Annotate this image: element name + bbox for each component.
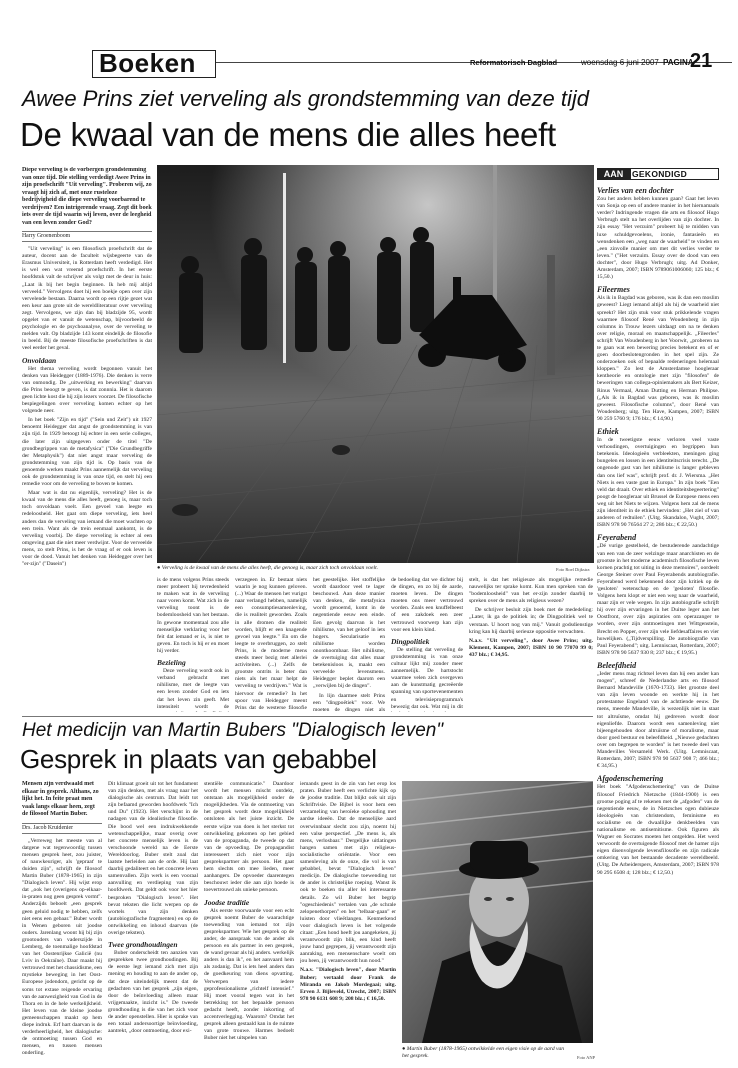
- article-separator: [22, 716, 593, 717]
- article1-paragraph: In het boek "Zijn en tijd" ("Sein und Zeit") uit 1927 benoemt Heidegger dat angst de grondstemming is van zijn tijd. In 1929 betoogt hij echter in een serie colleges, die later zijn uitgegeven onder de titel "De grondbegrippen van de metafysica" ("Die Grundbegriffe der Metaphysik") dat niet angst maar verveling de grondstemming van zijn tijd is. Op basis van de genoemde werken maakt Prins aannemelijk dat verveling ook de grondstemming is van onze tijd, en stelt hij een remedie voor om de verveling te boven te komen.: [22, 417, 152, 488]
- article2-byline: Drs. Jacob Kruidenier: [22, 823, 102, 834]
- article1-photo-caption: [157, 565, 517, 572]
- caption-text: Verveling is de kwaal van de mens die alles heeft, die genoeg is, maar zich toch onvoldaan voelt.: [161, 565, 379, 571]
- article1-column-5: [391, 577, 463, 712]
- sidebar-label-b: GEKONDIGD: [630, 168, 719, 180]
- article1-paragraph: Het thema verveling wordt begonnen vanuit het denken van Heidegger (1889-1976). Die denken is verre van onmondig. De „uitwerking en bewerking" daarvan die Prins beoogt te geven, is dat zonnnia. Het is daarom geen lichte kost die hij zijn lezers voorzet. De filosofische bespiegelingen over verveling komen echter op het volgende neer.: [22, 365, 152, 415]
- photo-portrait-buber: [402, 781, 593, 1043]
- article1-column-6: [469, 577, 593, 712]
- sidebar-item-title: Feyerabend: [597, 533, 637, 543]
- article1-paragraph: De schrijver besluit zijn boek met de mededeling: „Later, ik ga de politiek in; de Dingpolitiek wel te verstaan. U hoort nog van mij." Vanuit godsdienstige kring kan hij daarbij serieuze oppositie verwachten.: [469, 607, 593, 635]
- article1-subheading: Onvoldaan: [22, 355, 57, 365]
- article2-photo-caption: [402, 1046, 572, 1060]
- article1-headline: De kwaal van de mens die alles heeft: [20, 116, 556, 153]
- newspaper-name: Reformatorisch Dagblad: [470, 58, 558, 67]
- article2-paragraph: Als eerste voorwaarde voor een echt gesprek noemt Buber de waarachtige toewending van iemand tot zijn gesprekspartner. Wie het gesprek op de ander, de aanspraak van de ander als persoon en als partner in een gesprek, de wand gevaar als hij anders. werkelijk anders is dan ik", en het aanvaard hem als zodanig. Dat is iets heel anders dan de goedkeuring van diens opvatting. Verwerpen van iedere geprofessionalisme „richtelf intensief." Hij moet vooral tegen wat in het betrekking tot het bepaalde persoon gedacht heeft, zonder inkorting of accentverlegging. Waarom? Omdat het gesprek alleen gestaald kan in de ruimte van grote trouwe. Harmes bedoelt Buber niet het uitspelen van: [204, 907, 294, 1042]
- article2-intro: Mensen zijn verdwaald met elkaar in gesprek. Althans, zo lijkt het. In feite praat men vaak langs elkaar heen, zegt de filosoof Martin Buber.: [22, 781, 99, 817]
- article1-kicker: Awee Prins ziet verveling als grondstemming van deze tijd: [22, 86, 589, 111]
- sidebar-item-title: Fileermes: [597, 285, 630, 295]
- article2-column-2: [108, 781, 198, 1061]
- sidebar-item-text: In de tweetigste eeuw verloren veel vaste verhoudingen, overtuigingen en begrippen hun betekenis. Ideologieën verbleekten, meningen ging bungelen en lossen in een identiteitscrisis terecht. „De ongenode gast van het nihilisme is langer gebleven dan ons lief was", schrijft prof. dr. J. Wiersma. „Het Niets is een vaste gast in Europa." In zijn boek "Een veld dat draait. Over ethiek en identiteitsbegeertering" poogt de hoogleraar uit Brussel de Europese mens een weg uit het Niets te wijzen. Volgens hem zal de mens zijn identiteit in de ethiek hervinden: „Het ziel of van anderen of redtuilen". (Uitg. Skandalon, Vught, 2007; ISBN 978 90 76564 27 2; 286 blz.; € 22,50.): [597, 437, 719, 529]
- masthead: [92, 48, 732, 78]
- article1-paragraph: de bedoeling dat we dichter bij de dingen, en zo bij de aarde, moeten leven. De dingen moeten ons meer vertrouwd worden. Zoals een knuffelbeest of een zakdoek een zeer vertrouwd voorwerp kan zijn voor een klein kind.: [391, 577, 463, 633]
- article1-intro: Diepe verveling is de vorbergen grondstemming van onze tijd. Die stelling verdedigt Awee Prins in zijn proefschrift "Uit verveling". Proberen wij, zo vraagt hij zich af, met onze rusteloze bedrijvigheid die diepe verveling voorbarend te verdrijven? Een intrigerende vraag. Zegt dit boek iets over de tijd waarin wij leven, over de leegheid van een leven zonder God?: [22, 167, 152, 226]
- page-number: 21: [690, 50, 713, 72]
- caption-text: Martin Buber (1878-1965) ontwikkelde een eigen visie op de aard van het gesprek.: [402, 1046, 565, 1059]
- article1-subheading: Bezieling: [157, 658, 186, 668]
- article1-paragraph: is de mens volgens Prins steeds meer probeert hij tevredenheid te maken wat in de verveling naar voren komt. Wat zich in de verveling toont is de bodemloosheid van het bestaan. In gewone momentaal zou alle menselijke verklaring voor het feit dat iemand er is, is niet te geven. En toch is hij er en moet hij verder.: [157, 577, 229, 654]
- article2-subheading: Twee grondhoudingen: [108, 940, 178, 950]
- article2-paragraph: „Verreweg het meeste van al datgene wat tegenwoordig tussen mensen gesprek heet, zou juister, of nauwkeuriger, als 'gepraat' te duiden zijn", schrijft de filosoof Martin Buber (1878-1965) in zijn "Dialogisch leven". Hij wijst erop dat „ook het (overigens op-elkaar-in-praten nog geen gesprek vormt". Anderzijds beboelt „een gesprek geen geluid nodig te hebben, zelfs niet eens een gebaar." Buber wordt in Wenen geboren uit joodse ouders. Jarenlang woont hij bij zijn grootouders van vaderszijde in Lemberg, de toenmalige hoofdstad van het Oostenrijkse Galicië (nu Lviv in Oekraïne). Daar maakt hij vertrouwd met het chassidisme, een mystieke beweging in het Oost-Europese jodendom, gericht op de soms tot extase reigende ervaring van de aanwezigheid van God in de Thora en in de hele werkelijkheid. Het leven van de kleine joodse gemeenschappen maakt op hem diepe indruk. Erf hart daarvan is de verderheerligheid, het dialogische: de ontmoeting tussen God en mensen, en tussen mensen onderling.: [22, 837, 102, 1057]
- article1-column-2: [157, 577, 229, 712]
- article1-paragraph: stelt, is dat het religieuze als mogelijke remedie nauwelijks ter sprake komt. Kun men spreken van de "bodemloosheid" van het er-zijn zonder daarbij te spreken over de mens als religieus wezen?: [469, 577, 593, 605]
- article1-paragraph: In lijn daarmee stelt Prins een "dingpoëtiek" voor. We moeten de dingen niet als: [313, 692, 385, 712]
- publication-date: woensdag 6 juni 2007: [581, 58, 659, 67]
- article1-column-4: [313, 577, 385, 712]
- article2-paragraph: Buber onderscheidt ten aanzien van gesprekken twee grondhoudingen. Bij de eerste legt iemand zich met zijn mening en houding to aan de ander op, dat deze uiteindelijk meent dat de gedachten van het gesprek „zijn eigen, door de beïnvloeding alleen maar vrijgemaakte, inzicht is." De tweede grondhouding is die van het zich voor de ander openstellen. Hier is sprake van een totaal andersoortige beïnvloeding, aantrekt, „door ontmoeting, door exi-: [108, 950, 198, 1035]
- sidebar-item-title: Verlies van een dochter: [597, 186, 674, 195]
- article2-headline: Gesprek in plaats van gebabbel: [20, 744, 377, 774]
- sidebar-item-text: Zou het anders hebben kunnen gaan? Gaat het leven van Sonja op een of andere manier in het hiernamaals verder? Indringende vragen die arts en filosoof Hugo Verbrugh stelt na het overlijden van zijn dochter. In zijn essay "Het verzuim" probeert hij te midden van luxe schuldgevoelens, ironie, fantasieën en wensdenken een „weg naar de waarheid" te vinden en „een zinvolle manier om met dit verlies verder te leven." ("Het verzuim. Essay over de dood van een dochter", door Hugo Verbrugh; uitg. Ad Donker, Amsterdam, 2007; ISBN 9789061006060; 125 blz.; € 15,50.): [597, 196, 719, 281]
- article1-photo-credit: Foto Roel Dijkstra: [556, 567, 590, 572]
- article2-photo-credit: Foto ANP: [577, 1055, 596, 1060]
- page-label: PAGINA: [663, 58, 694, 67]
- article2-column-3: [204, 781, 294, 1061]
- article1-paragraph: verzegeen in. Er bestaat niets waarin je nog kunnen geloven. (...) Waar de mensen het vurigst naar verlangd hebben, namelijk een consumptiesamenleving, die is realiteit geworden. Zoals in alle dromen die realiteit worden, blijft er een knagende gevoel van leegte." En om die leegte te overbruggen, zo stelt Prins, is de moderne mens steeds meer bezig met allerlei activiteiten. (...) Zelfs de grootste ontrits is beter dan niets als het maar helpt de verveling te verdrijven." Wat is hiervoor de remedie? In het spoor van Heidegger meent Prins dat de westerse filosofie: [235, 577, 307, 711]
- article1-subheading: Dingpolitiek: [391, 636, 430, 646]
- article2-paragraph: Dit klimaat groeit uit tot het fundament van zijn denken, met als vraag naar het dialogische als centrum. Dat leidt tot zijn befaamd geworden hoofdwerk "Ich und Du" (1923). Het verschijnt in de nadagen van de idealistische filosofie. Die bood wel een indrukwekkende wetenschappelijke, maar overig over het concrete menselijk leven is de verschoonde wereld na de Eerste Wereldoorlog. Buber stelt zoal dat laatste herleiden aan de orde. Hij laat daarbij gedaliteert en het concrete leven samenvallen. Zijn werk is een vooraal aanvulling en verdieping van zijn hoofdwerk. Dat geldt ook voor het hier besproken "Dialogisch leven". Het bevat teksten die licht werpen op de wortels van zijn denken (autobiografische fragmenten) en op de ontwikkeling en inhoud daarvan (de overige teksten).: [108, 781, 198, 936]
- article1-book-info: N.a.v. "Uit verveling", door Awee Prins; uitg. Klement, Kampen, 2007; ISBN 10 90 77070 99 0; 437 blz.; € 34,95.: [469, 637, 593, 658]
- sidebar-item-text: Als ik in Bagdad was geboren, was ik dan een moslim geweest? Liegt iemand altijd als hij de waarheid niet spreekt? Het zijn stuk voor stuk prikkelende vragen waarmee filosoof René van Woudenberg in zijn columns in Trouw lezers uitdaagt om na te denken over religie, moraal en maatschappelijk. „Fileerles" schrijft Van Woudenberg in het Voorwit, „proberen na te gaan wat een bewering precies betekent en of er goen doorbeslotengronden in het spel zijn. Ze onderzoeken ook of bepaalde redeneringen helemaal kloppen." Zo lest de Amsterdamse hoogleraar kentheorie en ontologie met zijn "filosofen" de beweringen van collega-opiniemakers als Bert Keizer, Rinus Vermaal, Aman Dutting en Herman Philipse. („Als ik in Bagdad was geboren, was ik moslim geweest. Filosofische columns", door René van Woudenberg; uitg. Ten Have, Kampen, 2007; ISBN 90 259 5760 9; 176 blz.; € 14,90.): [597, 295, 719, 422]
- article2-subheading: Joodse traditie: [204, 897, 250, 907]
- article1-paragraph: De stelling dat verveling de grondstemming is van onze cultuur lijkt mij zonder meer aannemelijk. De hartstocht waarmee velen zich overgeven aan de kunstmatig gecreëerde spanning van sportevenementen en televisieprogramma's bewezig dat ook. Wat mij in dit: [391, 646, 463, 710]
- article2-book-info: N.a.v. "Dialogisch leven", door Martin Buber; vertaald door Frank de Miranda en Jakob Mordegaai; uitg. Erven J. Bijleveld, Utrecht, 2007; ISBN 978 90 6131 608 9; 208 blz.; € 16,50.: [300, 967, 396, 1002]
- article2-kicker: Het medicijn van Martin Bubers "Dialogisch leven": [22, 720, 444, 741]
- section-logo: [92, 50, 216, 78]
- article1-paragraph: het geestelijke. Het stoffelijke wordt daardoor veel te lager beschouwd. Aan deze manier van denken, die metafysica wordt genoemd, komt in de negentiende eeuw een einde. Een gevolg daarvan is het nihilisme, van het geloof in iets hogers. Secularisatie en nihilisme worden onontkoombaar. Het nihilisme, de overtuiging dat alles maar betekenisloos is, maakt een verveelde levensmens. Heidegger beplet daarom een „verwijlen bij de dingen".: [313, 577, 385, 690]
- bullet-icon: ●: [402, 1046, 407, 1052]
- article1-paragraph: Maar wat is dat nu eigenlijk, verveling? Het is de kwaal van de mens die alles heeft, genoeg is, maar toch toch onvoldaan voelt. Een gevoel van leegte en redeloosheid. Het gaat om diepe verveling, iets heel anders dan de verveling van iemand die moet wachten op een trein. Want als de trein eenmaal aankomt, is de verveling voorbij. De diepe verveling is echter al een omgeving gaat die niet meer verdwijnt. Voor de verveelde mens, zo stelt Prins, is het de vraag of er ook leven is voor de dood. Vanuit het denken van Heidegger over het "er-zijn" ("Dasein"): [22, 490, 152, 568]
- bullet-icon: ●: [157, 565, 162, 571]
- article1-column-1: [22, 167, 152, 712]
- article2-paragraph: iemands geest in de zin van het erop los praten. Buber heeft een verlichte kijk op de joodse traditie. Dat blijkt ook uit zijn Schriftvisie. De Bijbel is voor hem een verzameling van heroïeke ophouding met aardse ideeën. Dat de menselijke aard overwinnbaar slecht zou zijn, noemt hij een valse perspectief. „De mens is, als mens, verlosbaar." Dergelijke uitlatingen hangen samen met zijn religieus-socialistische oriëntatie. Voor een samenleving als de onze, die vol is van gebabbel, bevat "Dialogisch leven" medicijn. De dialogische toewending tot de ander is christelijke roeping. Wanst ik ook te boeken tiu aller lei interessante details. Zo wil Buber het begrip "ogeschiedenis" vertalen van „de schrale zelopenethorpen" en het "telbaar-gaan" er luisten door vlieëtlangen. Kenmerkend voor dialogisch leven is het volgende citaat: „Een hond heeft jou aangekeken, jij verantwoordt zijn blik, een kind heeft jouw hand gegrepen, jij verantwoordt zijn aanraking, een mensenschare woelt om jou heen, jij verantwoordt hun nood.": [300, 781, 396, 965]
- sidebar-item-title: Beleefdheid: [597, 660, 637, 670]
- section-title: Boeken: [99, 48, 196, 78]
- article2-column-1: [22, 781, 102, 1061]
- sidebar-item-text: Het boek "Afgodenschemering" van de Duitse filosoof Friedrich Nietzsche (1844-1900) is een grootse poging af te rekenen met de „afgoden" van de negentiende eeuw, de in Nietzsches ogen dubieuze ideologieën van christendom, feminisme en socialisme en de dwaallijke denkbeelden van nationalisme en antisemitisme. Ook figuren als Wagner en Socrates moeten het ontgelden. Het werd verwoordt de overtuigende filosoof met de hamer zijn eigen disenvolgende levensfilosofie en zijn radicale omkering van het bestaande decadente wereldbeeld. (Uitg. De Arbeiderspers, Amsterdam, 2007; ISBN 978 90 295 6508 4; 128 blz.; € 12,50.): [597, 784, 719, 876]
- article2-photo: [402, 781, 593, 1043]
- article2-column-4: [300, 781, 396, 1061]
- article1-photo: [157, 165, 594, 563]
- sidebar-item-text: „Dé vurige gestelheid, de bestuderende aandachtige van een van de zeer welzinge maar anarchisten en de grootste in het moderne academisch filosofische leven kornen prachtig tot uiting in deze memoires", oordeelt George Steiner over Paul Feyerabends autobiografie. Feyerabend werd bekennend door zijn kritiek op de 'gesloten' wetenschap en de 'gesloten' filosofie. Volgens hem klopt er niet een weg naar de waarheid, maar zijn er vele wegen. In zijn autobiografie schrijft hij over zijn ervaringen in het Duitse leger aan het Oostfront, over zijn aspiraties om operazanger te worden, over zijn ontmoetingen met Wittgenstein, Brecht en Popper, over zijn vele liefdesaffaires en vier huwelijken. („Tijdverspilling. De autobiografie van Paul Feyerabend"; uitg. Lemniscaat, Rotterdam, 2007; ISBN 978 90 5637 930 8; 237 blz.; € 19,95.): [597, 543, 719, 656]
- article1-byline: Harry Groenenboom: [22, 231, 152, 242]
- photo-street-scene: [157, 165, 594, 563]
- sidebar-item-text: „Ieder mens mag richtsel leven dan hij een ander kan mogen", schreef de Nederlandse arts en filosoof Bernard Mandeville (1670-1733). Het grootste deel van zijn leven woonde en werkte hij in het protestantse Engeland van de achttiende eeuw. De mens, meende Mandeville, is wezenlijk niet in staat tot altruïsme, omdat hij gedreven wordt door eigenliefde. Daarom wordt een samenleving niet bijeengehouden door altruïsme of moralisme, maar door goed bestuur en beleefdheid. „Nieuwe gedachten over om begrepen te worden" is het tweede deel van Mandevilles Versameld Werk. (Uitg. Lemniscaat, Rotterdam, 2007; ISBN 978 90 5637 908 7; 466 blz.; € 34,95.): [597, 671, 719, 770]
- sidebar-item-title: Afgodenschemering: [597, 774, 664, 784]
- article2-paragraph: stentiële communicatie." Daardoor wordt het mensen mischt ontdekt, ontstaan als mogelijkheid onder de mogelijkheden. Via de ontmoeting van het gesprek wordt deze mogelijkheid ontsloten als het juiste inzicht. De eerste wijze van doen is het sterkst tot ontwikkeling gekomen op het gebied van de propaganda, de tweede op dat van de opvoeding. De propagandist interesseert zich niet voor zijn gesprekspartner als persoon. Het gaat hem slechts om mee lieden, meer aanhangers. De opvoeder daarentegen beschouwt ieder die aan zijn hoede is toevertrouwd als unieke persoon.: [204, 781, 294, 894]
- sidebar-announcements: [597, 182, 719, 1062]
- sidebar-header: [597, 168, 719, 180]
- article1-paragraph: Deze verveling wordt ook in verband gebracht met nihilisme, met de leegte van een leven zonder God en iets dat het leven zin geeft. Met intensiteit wordt de: [157, 668, 229, 710]
- sidebar-item-title: Ethiek: [597, 427, 619, 436]
- sidebar-label-a: AAN: [597, 168, 630, 180]
- article1-column-3: [235, 577, 307, 712]
- article1-paragraph: "Uit verveling" is een filosofisch proefschrift dat de auteur, docent aan de faculteit wijsbegeerte van de Erasmus Universiteit, in Rotterdam heeft verdedigd. Het is wel een wat vreemd proefschrift. In het eerste hoofdstuk valt de schrijver als volgt met de deur in huis: „Laat ik bij het begin beginnen. Ik heb mij altijd verveeld." Vervolgens doet hij een boekje open over zijn vervelende bestaan. Daarna wordt op een rijtje gezet wat een keur aan grote uit de wereldliteratuur over verveling zegt. Vervolgens, we zijn dan bij bladzijde 95, wordt opgelet van er vanuit de wetenschap, bijvoorbeeld de psychologie en de psychoanalyse, over de verveling te melden valt. Op bladzijde 143 komt eindelijk de filosofie in beeld. Bij de meeste filosofische proefschriften is dat veel eerder het geval.: [22, 246, 152, 352]
